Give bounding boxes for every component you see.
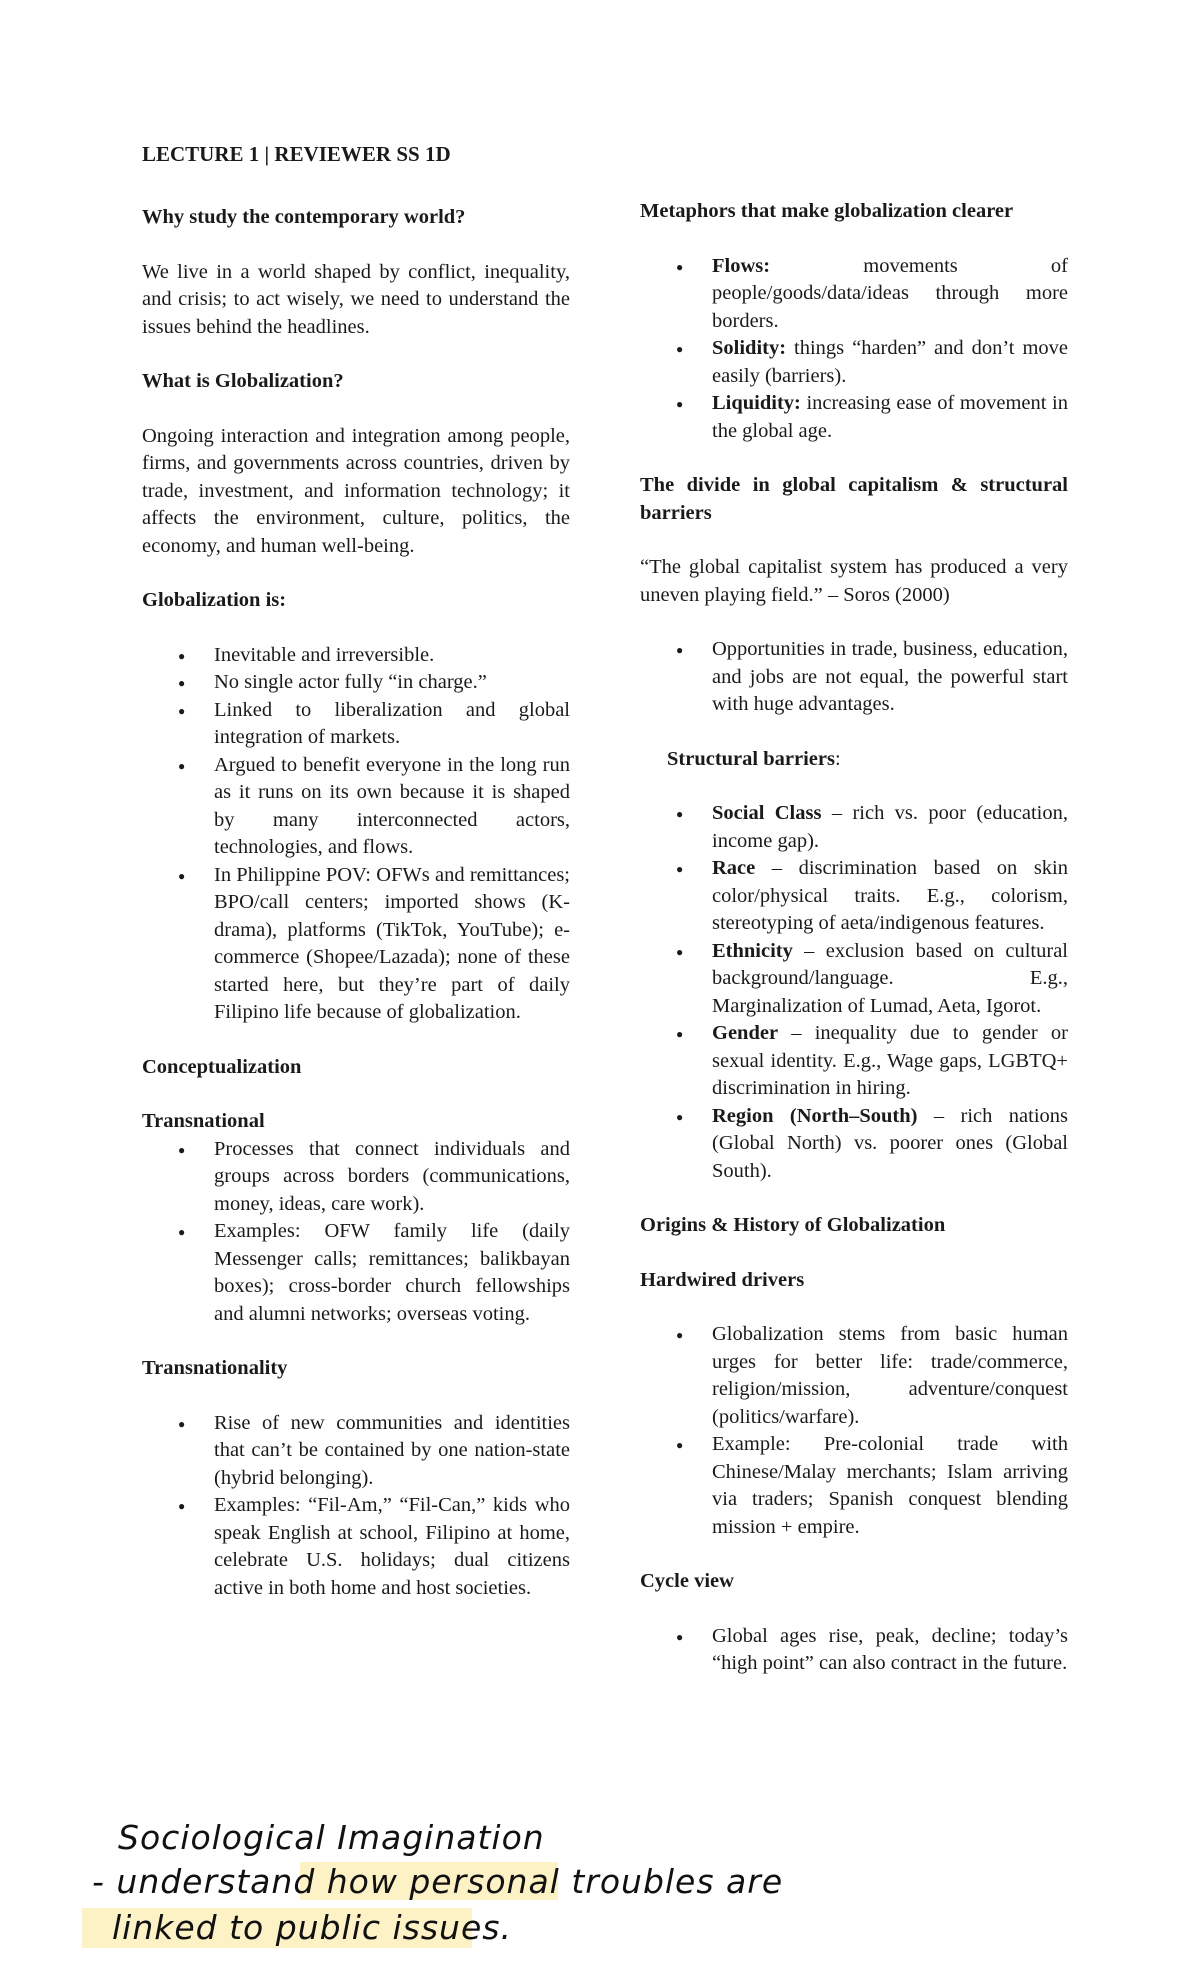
hardwired-heading: Hardwired drivers	[640, 1268, 805, 1291]
list-item: ● No single actor fully “in charge.”	[214, 669, 570, 697]
list-item: ● Example: Pre-colonial trade with Chinese/Malay merchants; Islam arriving via traders; Spanish conquest blending mission + empire.	[712, 1431, 1068, 1541]
list-item: ● Argued to benefit everyone in the long run as it runs on its own because it is shaped by many interconnected actors, technologies, and flows.	[214, 752, 570, 862]
term: Gender	[712, 1022, 779, 1044]
transnational-list	[142, 1136, 570, 1329]
barriers-list	[640, 800, 1068, 1185]
term: Solidity:	[712, 337, 787, 359]
metaphors-heading: Metaphors that make globalization clearer	[640, 200, 1014, 222]
list-item	[712, 390, 1068, 445]
list-item: ● In Philippine POV: OFWs and remittances; BPO/call centers; imported shows (K-drama), platforms (TikTok, YouTube); e-commerce (Shopee/Lazada); none of these started here, but they’re part of daily Filipino life because of globalization.	[214, 862, 570, 1027]
definition: things “harden” and don’t move easily (barriers).	[712, 337, 1068, 387]
definition: – discrimination based on skin color/physical traits. E.g., colorism, stereotyping of aeta/indigenous features.	[712, 857, 1068, 934]
origins-heading: Origins & History of Globalization	[640, 1214, 946, 1236]
cycle-heading: Cycle view	[640, 1570, 734, 1592]
list-item: ● Globalization stems from basic human urges for better life: trade/commerce, religion/mission, adventure/conquest (politics/warfare).	[712, 1321, 1068, 1431]
list-item: ● Opportunities in trade, business, education, and jobs are not equal, the powerful start with huge advantages.	[712, 636, 1068, 719]
list-item	[712, 1103, 1068, 1186]
definition: – inequality due to gender or sexual identity. E.g., Wage gaps, LGBTQ+ discrimination in hiring.	[712, 1022, 1068, 1099]
cycle-list	[640, 1623, 1068, 1678]
transnationality-list	[142, 1410, 570, 1603]
definition: – rich nations (Global North) vs. poorer ones (Global South).	[712, 1104, 1068, 1182]
hardwired-list	[640, 1321, 1068, 1541]
list-item	[712, 335, 1068, 390]
metaphors-list	[640, 253, 1068, 446]
definition: – rich vs. poor (education, income gap).	[712, 802, 1068, 852]
list-item: ● Examples: OFW family life (daily Messenger calls; remittances; balikbayan boxes); cross-border church fellowships and alumni networks; overseas voting.	[214, 1218, 570, 1328]
list-item	[712, 800, 1068, 855]
list-item: ● Processes that connect individuals and groups across borders (communications, money, ideas, care work).	[214, 1136, 570, 1219]
why-heading: Why study the contemporary world?	[142, 206, 466, 228]
what-heading: What is Globalization?	[142, 370, 344, 392]
term: Ethnicity	[712, 939, 793, 962]
definition: – exclusion based on cultural background/language. E.g., Marginalization of Lumad, Aeta, Igorot.	[712, 939, 1068, 1017]
list-item: ● Inevitable and irreversible.	[214, 642, 570, 670]
divide-heading: The divide in global capitalism & structural barriers	[640, 474, 1068, 524]
barriers-label: Structural barriers	[667, 747, 835, 770]
structural-barriers-label	[667, 746, 1068, 774]
term: Liquidity:	[712, 392, 801, 414]
left-column	[142, 204, 570, 1629]
conceptualization-heading: Conceptualization	[142, 1055, 302, 1078]
term: Flows:	[712, 254, 771, 277]
globalization-is-list	[142, 642, 570, 1027]
transnationality-heading: Transnationality	[142, 1357, 288, 1379]
barriers-colon: :	[834, 747, 841, 770]
list-item	[712, 1020, 1068, 1103]
soros-quote: “The global capitalist system has produced a very uneven playing field.” – Soros (2000)	[640, 556, 1068, 606]
page-title: LECTURE 1 | REVIEWER SS 1D	[142, 142, 451, 166]
list-item	[712, 253, 1068, 336]
definition: movements of people/goods/data/ideas through more borders.	[712, 254, 1068, 332]
handwritten-note-line: - understand how personal troubles are	[92, 1862, 784, 1901]
what-text: Ongoing interaction and integration among people, firms, and governments across countries, driven by trade, investment, and information technology; it affects the environment, culture, politics, the economy, and human well-being.	[142, 424, 570, 557]
definition: increasing ease of movement in the global age.	[712, 392, 1068, 442]
why-text: We live in a world shaped by conflict, inequality, and crisis; to act wisely, we need to understand the issues behind the headlines.	[142, 260, 570, 338]
list-item: ● Linked to liberalization and global integration of markets.	[214, 697, 570, 752]
handwritten-note-title: Sociological Imagination	[118, 1818, 545, 1857]
globalization-is-heading: Globalization is:	[142, 589, 287, 611]
list-item: ● Global ages rise, peak, decline; today’s “high point” can also contract in the future.	[712, 1623, 1068, 1678]
handwritten-note-line: linked to public issues.	[112, 1908, 512, 1947]
list-item: ● Examples: “Fil-Am,” “Fil-Can,” kids who speak English at school, Filipino at home, celebrate U.S. holidays; dual citizens active in both home and host societies.	[214, 1492, 570, 1602]
list-item	[712, 855, 1068, 938]
opportunities-list	[640, 636, 1068, 719]
term: Race	[712, 857, 756, 879]
list-item	[712, 938, 1068, 1021]
transnational-heading: Transnational	[142, 1110, 265, 1132]
term: Region (North–South)	[712, 1104, 918, 1127]
term: Social Class	[712, 802, 822, 824]
list-item: ● Rise of new communities and identities that can’t be contained by one nation-state (hybrid belonging).	[214, 1410, 570, 1493]
right-column	[640, 198, 1068, 1705]
